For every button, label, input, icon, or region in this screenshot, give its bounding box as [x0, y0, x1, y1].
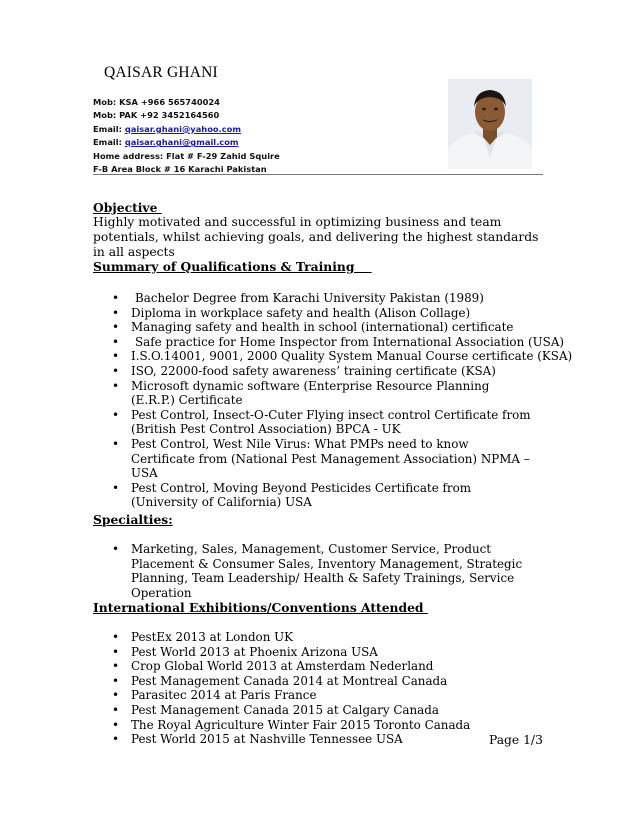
home-address-line-2: F-B Area Block # 16 Karachi Pakistan	[93, 164, 267, 175]
mobile-pak: Mob: PAK +92 3452164560	[93, 110, 220, 121]
list-item: • Pest Management Canada 2014 at Montreal Canada	[112, 674, 470, 689]
profile-photo	[448, 79, 532, 169]
list-item: • Pest World 2013 at Phoenix Arizona USA	[112, 645, 470, 660]
exhibitions-heading: International Exhibitions/Conventions Attended	[93, 600, 428, 615]
list-item: • Pest Control, Insect-O-Cuter Flying insect control Certificate from (British Pest Control Association) BPCA - UK	[112, 408, 531, 437]
objective-heading: Objective	[93, 200, 162, 215]
specialties-list	[112, 542, 533, 600]
list-item: • I.S.O.14001, 9001, 2000 Quality System Manual Course certificate (KSA)	[112, 349, 572, 364]
list-item: • The Royal Agriculture Winter Fair 2015 Toronto Canada	[112, 718, 470, 733]
portrait-image	[448, 79, 532, 169]
list-item: • Safe practice for Home Inspector from International Association (USA)	[112, 335, 572, 350]
email-label: Email:	[93, 137, 125, 148]
email-row-2	[93, 136, 280, 149]
list-item: • Marketing, Sales, Management, Customer Service, Product Placement & Consumer Sales, Inventory Management, Strategic Planning, Team Leadership/ Health & Safety Trainings, Service Operation	[112, 542, 533, 600]
email-row-1	[93, 123, 280, 136]
email-label: Email:	[93, 123, 125, 134]
email-link-yahoo[interactable]: qaisar.ghani@yahoo.com	[124, 123, 242, 134]
specialties-heading: Specialties:	[93, 512, 173, 527]
list-item: • PestEx 2013 at London UK	[112, 630, 470, 645]
list-item: • Pest Control, Moving Beyond Pesticides Certificate from (University of California) USA	[112, 481, 531, 510]
list-item: • Bachelor Degree from Karachi University Pakistan (1989)	[112, 291, 572, 306]
header-divider	[93, 174, 543, 175]
list-item: • Pest Management Canada 2015 at Calgary Canada	[112, 703, 470, 718]
contact-block	[93, 96, 280, 176]
qualifications-list	[112, 291, 572, 510]
mobile-ksa: Mob: KSA +966 565740024	[93, 97, 220, 107]
list-item: • Pest Control, West Nile Virus: What PMPs need to know Certificate from (National Pest Management Association) NPMA – USA	[112, 437, 531, 481]
list-item: • Managing safety and health in school (international) certificate	[112, 320, 572, 335]
list-item: • Crop Global World 2013 at Amsterdam Nederland	[112, 659, 470, 674]
objective-text: Highly motivated and successful in optimizing business and team potentials, whilst achieving goals, and delivering the highest standards in all aspects	[93, 215, 539, 259]
page-number: Page 1/3	[489, 733, 543, 747]
candidate-name: QAISAR GHANI	[104, 64, 218, 81]
list-item: • Pest World 2015 at Nashville Tennessee USA	[112, 732, 470, 747]
qualifications-heading: Summary of Qualifications & Training	[93, 259, 372, 274]
list-item: • Microsoft dynamic software (Enterprise Resource Planning (E.R.P.) Certificate	[112, 379, 511, 408]
list-item: • Diploma in workplace safety and health (Alison Collage)	[112, 306, 572, 321]
email-link-gmail[interactable]: qaisar.ghani@gmail.com	[124, 137, 239, 148]
list-item: • ISO, 22000-food safety awareness’ training certificate (KSA)	[112, 364, 572, 379]
exhibitions-list	[112, 630, 470, 747]
list-item: • Parasitec 2014 at Paris France	[112, 688, 470, 703]
home-address-line-1: Home address: Flat # F-29 Zahid Squire	[93, 150, 280, 161]
